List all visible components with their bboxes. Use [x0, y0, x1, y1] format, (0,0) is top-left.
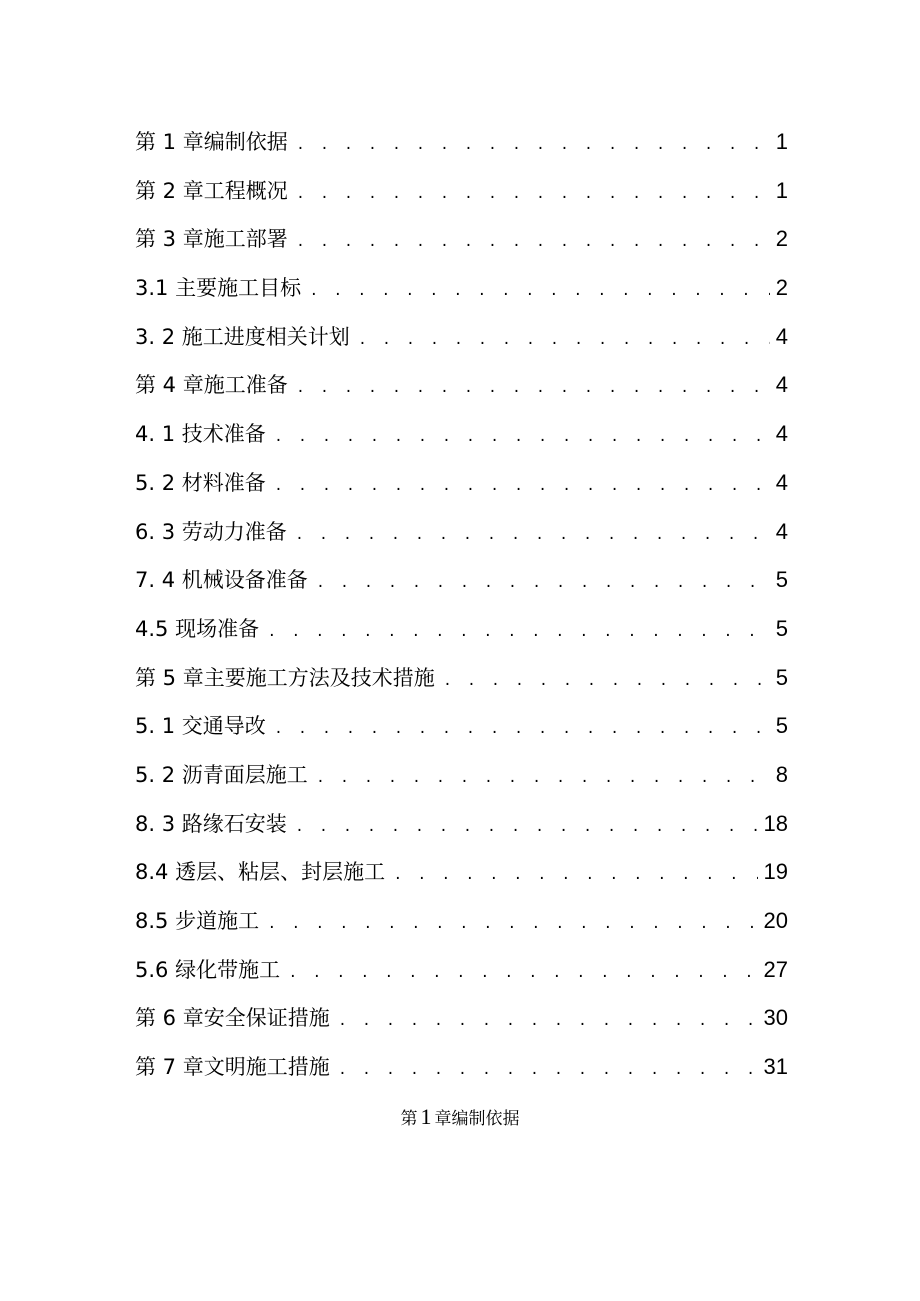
table-of-contents — [135, 118, 788, 1092]
toc-entry[interactable] — [135, 556, 788, 605]
toc-entry[interactable] — [135, 751, 788, 800]
toc-entry[interactable] — [135, 654, 788, 703]
toc-entry-page: 30 — [763, 1005, 788, 1031]
toc-entry[interactable] — [135, 313, 788, 362]
toc-entry[interactable] — [135, 118, 788, 167]
toc-entry[interactable] — [135, 848, 788, 897]
toc-entry[interactable] — [135, 167, 788, 216]
toc-dot-leader — [298, 217, 770, 264]
chapter-heading-title: 章编制依据 — [434, 1109, 520, 1129]
toc-entry-page: 18 — [763, 810, 788, 836]
toc-dot-leader — [340, 996, 758, 1043]
toc-entry-title: 3. 2 施工进度相关计划 — [135, 324, 350, 349]
toc-entry-title: 第 4 章施工准备 — [135, 373, 288, 398]
toc-entry-page: 4 — [775, 518, 788, 544]
toc-entry-title: 7. 4 机械设备准备 — [135, 568, 308, 593]
toc-dot-leader — [269, 607, 770, 654]
toc-dot-leader — [276, 412, 770, 459]
toc-entry[interactable] — [135, 800, 788, 849]
toc-entry-page: 2 — [775, 275, 788, 301]
toc-entry-page: 1 — [775, 177, 788, 203]
toc-dot-leader — [318, 558, 770, 605]
toc-entry-page: 4 — [775, 372, 788, 398]
toc-entry[interactable] — [135, 946, 788, 995]
toc-dot-leader — [298, 120, 770, 167]
toc-entry-page: 5 — [775, 615, 788, 641]
toc-dot-leader — [290, 948, 757, 995]
toc-entry[interactable] — [135, 215, 788, 264]
toc-entry[interactable] — [135, 897, 788, 946]
toc-entry-title: 3.1 主要施工目标 — [135, 276, 302, 301]
toc-entry-title: 5. 2 沥青面层施工 — [135, 762, 308, 787]
toc-entry-title: 8.4 透层、粘层、封层施工 — [135, 860, 386, 885]
toc-entry-page: 5 — [775, 664, 788, 690]
toc-entry-page: 31 — [763, 1054, 788, 1080]
toc-entry-title: 第 7 章文明施工措施 — [135, 1055, 330, 1080]
toc-entry-page: 2 — [775, 226, 788, 252]
toc-dot-leader — [340, 1045, 758, 1092]
toc-entry[interactable] — [135, 994, 788, 1043]
chapter-heading — [0, 1104, 920, 1130]
toc-dot-leader — [269, 899, 757, 946]
toc-entry[interactable] — [135, 605, 788, 654]
toc-entry-title: 5. 2 材料准备 — [135, 470, 266, 495]
chapter-heading-number: 1 — [420, 1104, 432, 1129]
toc-entry-title: 第 5 章主要施工方法及技术措施 — [135, 665, 435, 690]
toc-dot-leader — [311, 266, 770, 313]
toc-entry-title: 6. 3 劳动力准备 — [135, 519, 287, 544]
toc-entry[interactable] — [135, 508, 788, 557]
toc-dot-leader — [395, 850, 757, 897]
toc-entry-page: 4 — [775, 469, 788, 495]
toc-entry-title: 8.5 步道施工 — [135, 909, 260, 933]
toc-entry-page: 4 — [775, 421, 788, 447]
toc-dot-leader — [276, 461, 770, 508]
toc-dot-leader — [298, 169, 770, 216]
toc-entry-page: 5 — [775, 713, 788, 739]
toc-entry-page: 19 — [763, 859, 788, 885]
toc-entry-title: 第 3 章施工部署 — [135, 227, 288, 252]
chapter-heading-prefix: 第 — [400, 1109, 418, 1129]
toc-entry-title: 第 1 章编制依据 — [135, 130, 288, 154]
toc-entry[interactable] — [135, 702, 788, 751]
toc-entry-title: 5. 1 交通导改 — [135, 714, 266, 739]
toc-entry[interactable] — [135, 361, 788, 410]
toc-dot-leader — [318, 753, 770, 800]
toc-dot-leader — [276, 704, 770, 751]
toc-dot-leader — [298, 363, 770, 410]
toc-entry-page: 4 — [775, 323, 788, 349]
toc-entry-page: 1 — [775, 129, 788, 154]
toc-entry-title: 5.6 绿化带施工 — [135, 957, 281, 982]
toc-entry-page: 5 — [775, 567, 788, 593]
toc-entry-page: 8 — [775, 761, 788, 787]
toc-entry-title: 4. 1 技术准备 — [135, 422, 266, 447]
toc-dot-leader — [297, 510, 770, 557]
toc-entry-title: 8. 3 路缘石安装 — [135, 811, 287, 836]
toc-entry[interactable] — [135, 459, 788, 508]
toc-entry-page: 27 — [763, 956, 788, 982]
toc-entry[interactable] — [135, 1043, 788, 1092]
toc-entry-title: 第 2 章工程概况 — [135, 178, 288, 203]
toc-entry[interactable] — [135, 410, 788, 459]
toc-entry[interactable] — [135, 264, 788, 313]
toc-dot-leader — [445, 656, 770, 703]
toc-dot-leader — [360, 315, 770, 362]
toc-entry-title: 第 6 章安全保证措施 — [135, 1006, 330, 1031]
toc-entry-title: 4.5 现场准备 — [135, 616, 260, 641]
toc-entry-page: 20 — [763, 908, 788, 933]
toc-dot-leader — [297, 802, 758, 849]
